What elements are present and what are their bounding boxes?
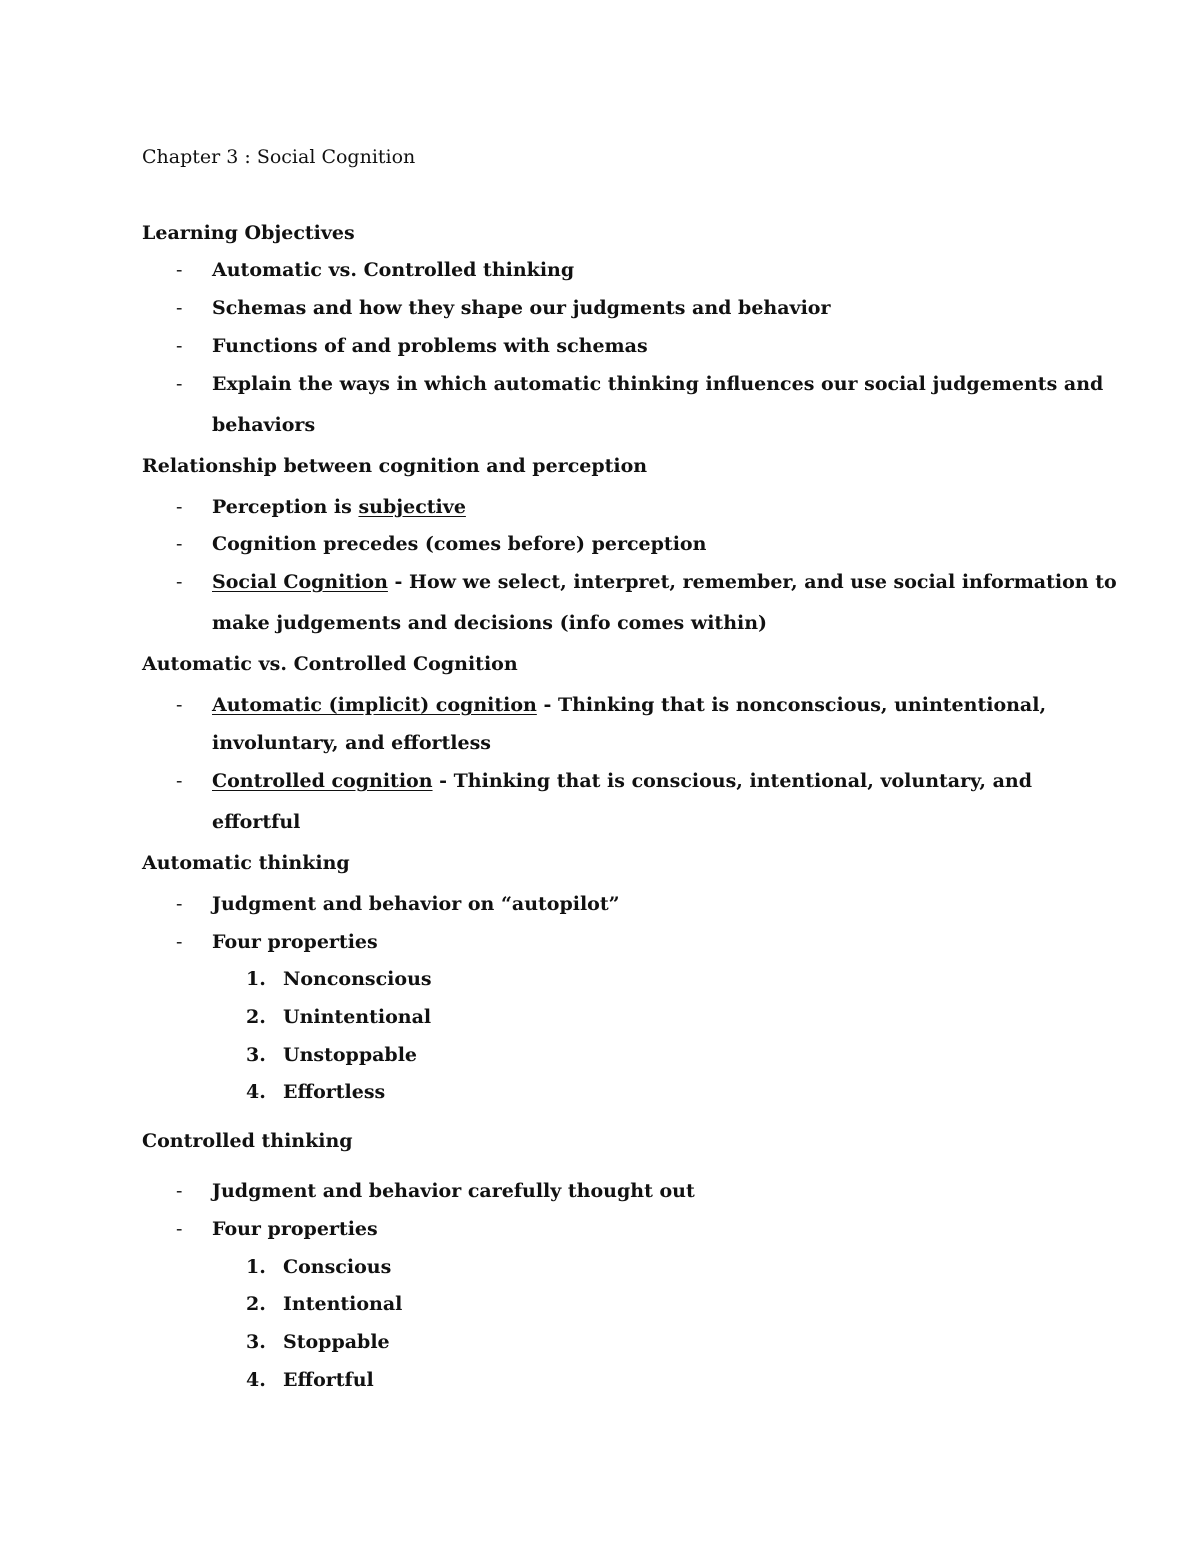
bullet-dash: -	[176, 571, 183, 593]
list-item-continuation: effortful	[212, 811, 301, 833]
bullet-dash: -	[176, 533, 183, 555]
list-number: 3.	[246, 1044, 266, 1066]
list-number: 1.	[246, 968, 266, 990]
list-number: 2.	[246, 1293, 266, 1315]
list-item-continuation: make judgements and decisions (info comes within)	[212, 612, 768, 634]
list-item	[212, 693, 1046, 717]
bullet-dash: -	[176, 496, 183, 518]
section-heading-controlled: Controlled thinking	[142, 1130, 353, 1152]
list-number: 1.	[246, 1256, 266, 1278]
list-item: Schemas and how they shape our judgments and behavior	[212, 297, 831, 319]
list-item	[212, 769, 1032, 793]
list-number: 4.	[246, 1081, 266, 1103]
bullet-dash: -	[176, 1218, 183, 1240]
list-number: 4.	[246, 1369, 266, 1391]
list-item	[212, 495, 466, 519]
list-item	[212, 570, 1117, 594]
bullet-dash: -	[176, 1180, 183, 1202]
section-heading-automatic: Automatic thinking	[142, 852, 350, 874]
list-item: Four properties	[212, 931, 378, 953]
list-item: Judgment and behavior on “autopilot”	[212, 893, 620, 915]
numbered-item: Unintentional	[283, 1006, 432, 1028]
bullet-dash: -	[176, 893, 183, 915]
list-item-continuation: involuntary, and effortless	[212, 732, 492, 754]
item-definition: - How we select, interpret, remember, and use social information to	[387, 571, 1117, 593]
section-heading-relationship: Relationship between cognition and perception	[142, 455, 648, 477]
list-item: Cognition precedes (comes before) perception	[212, 533, 707, 555]
underlined-term: Social Cognition	[212, 571, 388, 593]
underlined-term: Controlled cognition	[212, 770, 433, 792]
item-text: Perception is	[212, 496, 359, 518]
numbered-item: Nonconscious	[283, 968, 432, 990]
bullet-dash: -	[176, 770, 183, 792]
list-number: 2.	[246, 1006, 266, 1028]
numbered-item: Unstoppable	[283, 1044, 418, 1066]
underlined-term: subjective	[358, 496, 466, 518]
item-definition: - Thinking that is conscious, intentional, voluntary, and	[432, 770, 1032, 792]
list-item: Four properties	[212, 1218, 378, 1240]
list-item-continuation: behaviors	[212, 414, 316, 436]
bullet-dash: -	[176, 694, 183, 716]
list-item: Explain the ways in which automatic thinking influences our social judgements and	[212, 373, 1104, 395]
section-heading-auto-vs-controlled: Automatic vs. Controlled Cognition	[142, 653, 518, 675]
section-heading-objectives: Learning Objectives	[142, 222, 355, 244]
item-definition: - Thinking that is nonconscious, unintentional,	[536, 694, 1047, 716]
list-item: Functions of and problems with schemas	[212, 335, 648, 357]
list-item: Judgment and behavior carefully thought out	[212, 1180, 695, 1202]
numbered-item: Intentional	[283, 1293, 403, 1315]
bullet-dash: -	[176, 297, 183, 319]
numbered-item: Effortful	[283, 1369, 374, 1391]
bullet-dash: -	[176, 373, 183, 395]
underlined-term: Automatic (implicit) cognition	[212, 694, 537, 716]
numbered-item: Stoppable	[283, 1331, 390, 1353]
list-number: 3.	[246, 1331, 266, 1353]
page-title: Chapter 3 : Social Cognition	[142, 146, 416, 168]
bullet-dash: -	[176, 931, 183, 953]
list-item: Automatic vs. Controlled thinking	[212, 259, 575, 281]
bullet-dash: -	[176, 335, 183, 357]
bullet-dash: -	[176, 259, 183, 281]
numbered-item: Conscious	[283, 1256, 392, 1278]
numbered-item: Effortless	[283, 1081, 386, 1103]
